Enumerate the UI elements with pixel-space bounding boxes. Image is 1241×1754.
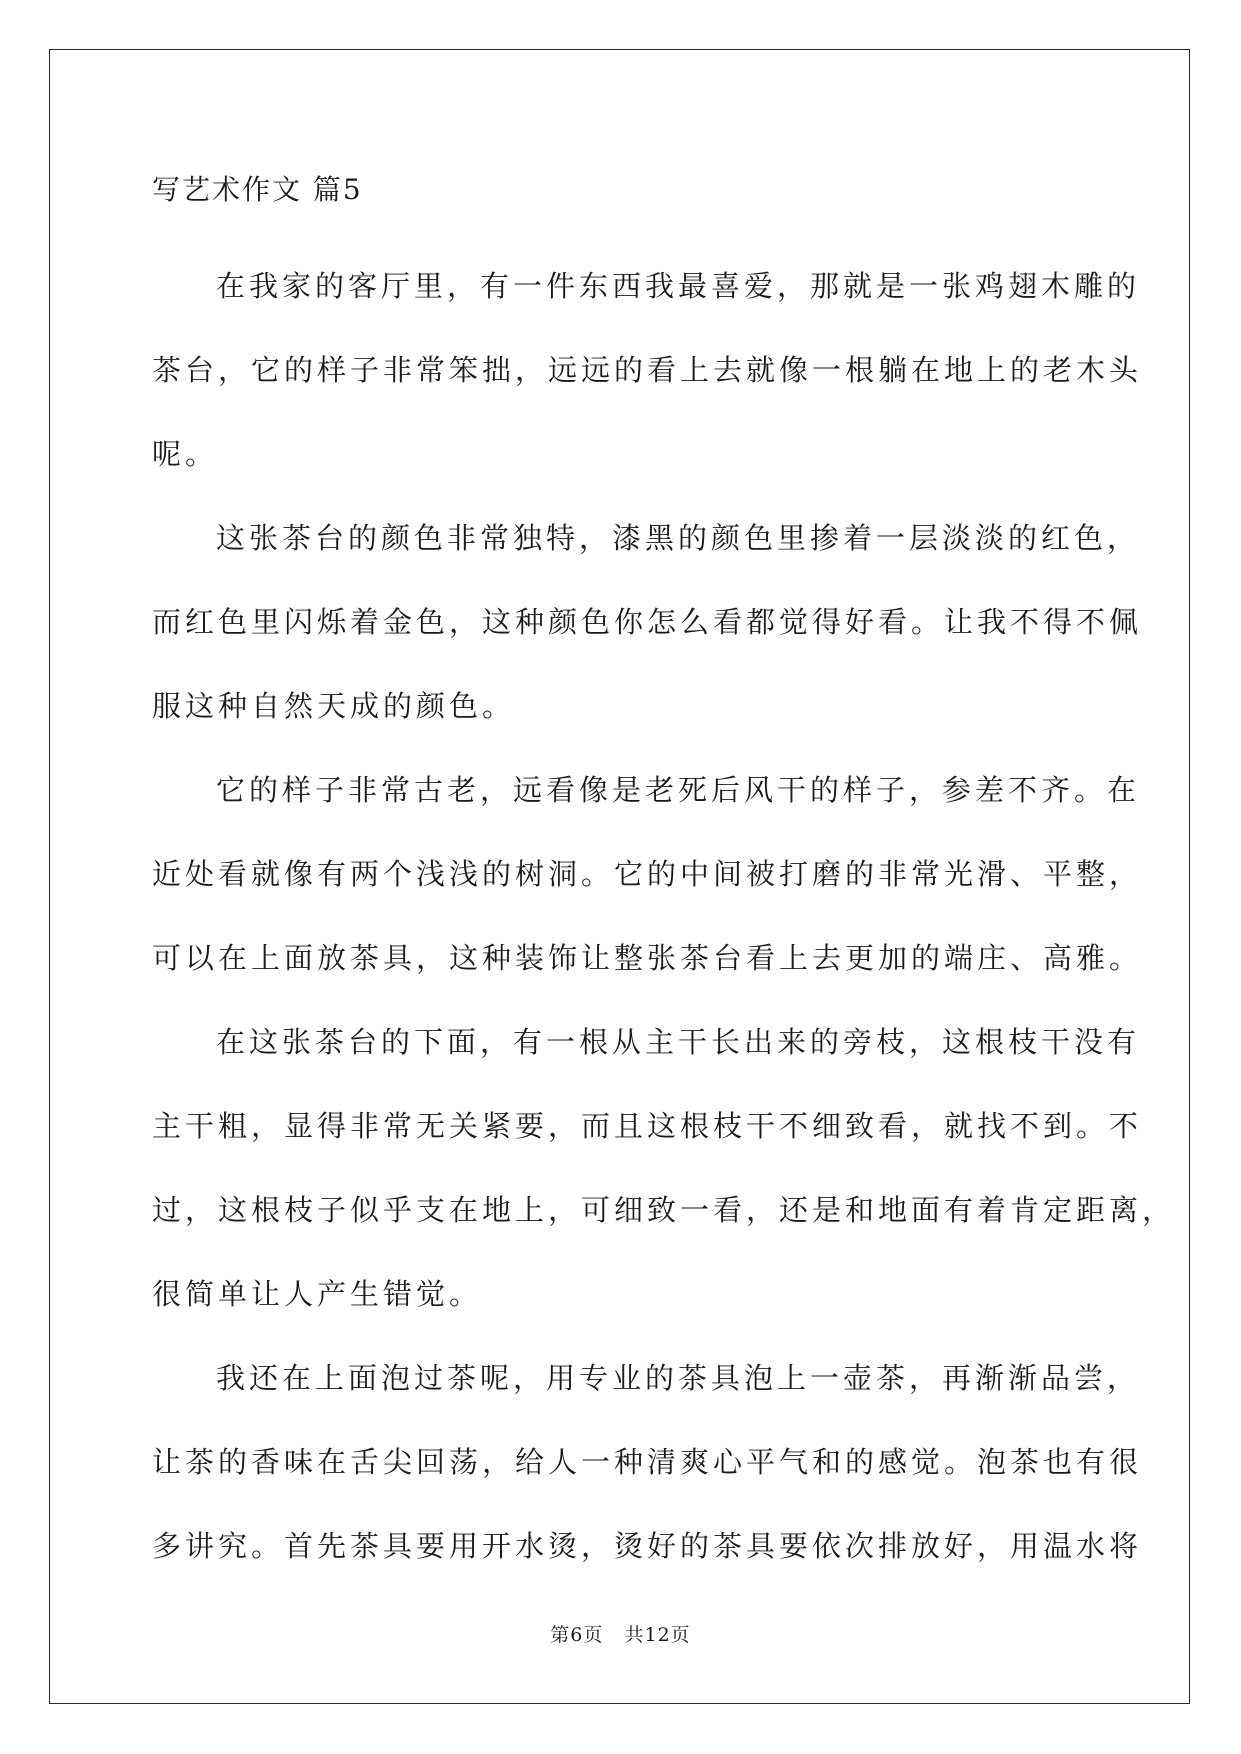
- text-line: 多讲究。首先茶具要用开水烫，烫好的茶具要依次排放好，用温水将: [152, 1529, 1143, 1563]
- text-line: 主干粗，显得非常无关紧要，而且这根枝干不细致看，就找不到。不: [152, 1109, 1143, 1143]
- text-line: 它的样子非常古老，远看像是老死后风干的样子，参差不齐。在: [216, 773, 1141, 807]
- text-line: 近处看就像有两个浅浅的树洞。它的中间被打磨的非常光滑、平整，: [152, 857, 1143, 891]
- text-line: 而红色里闪烁着金色，这种颜色你怎么看都觉得好看。让我不得不佩: [152, 605, 1143, 639]
- text-line: 很简单让人产生错觉。: [152, 1277, 483, 1311]
- text-line: 我还在上面泡过茶呢，用专业的茶具泡上一壶茶，再渐渐品尝，: [216, 1361, 1141, 1395]
- text-line: 过，这根枝子似乎支在地上，可细致一看，还是和地面有着肯定距离，: [152, 1193, 1176, 1227]
- text-line: 茶台，它的样子非常笨拙，远远的看上去就像一根躺在地上的老木头: [152, 353, 1143, 387]
- document-body: [152, 160, 1176, 1588]
- text-line: 呢。: [152, 437, 219, 471]
- text-line: 在这张茶台的下面，有一根从主干长出来的旁枝，这根枝干没有: [216, 1025, 1141, 1059]
- text-line: 这张茶台的颜色非常独特，漆黑的颜色里掺着一层淡淡的红色，: [216, 521, 1141, 555]
- text-line: 让茶的香味在舌尖回荡，给人一种清爽心平气和的感觉。泡茶也有很: [152, 1445, 1143, 1479]
- text-line: 在我家的客厅里，有一件东西我最喜爱，那就是一张鸡翅木雕的: [216, 269, 1141, 303]
- page-number-footer: 第6页 共12页: [550, 1624, 691, 1646]
- text-line: 服这种自然天成的颜色。: [152, 689, 516, 723]
- text-line: 可以在上面放茶具，这种装饰让整张茶台看上去更加的端庄、高雅。: [152, 941, 1143, 975]
- document-title: 写艺术作文 篇5: [152, 173, 363, 206]
